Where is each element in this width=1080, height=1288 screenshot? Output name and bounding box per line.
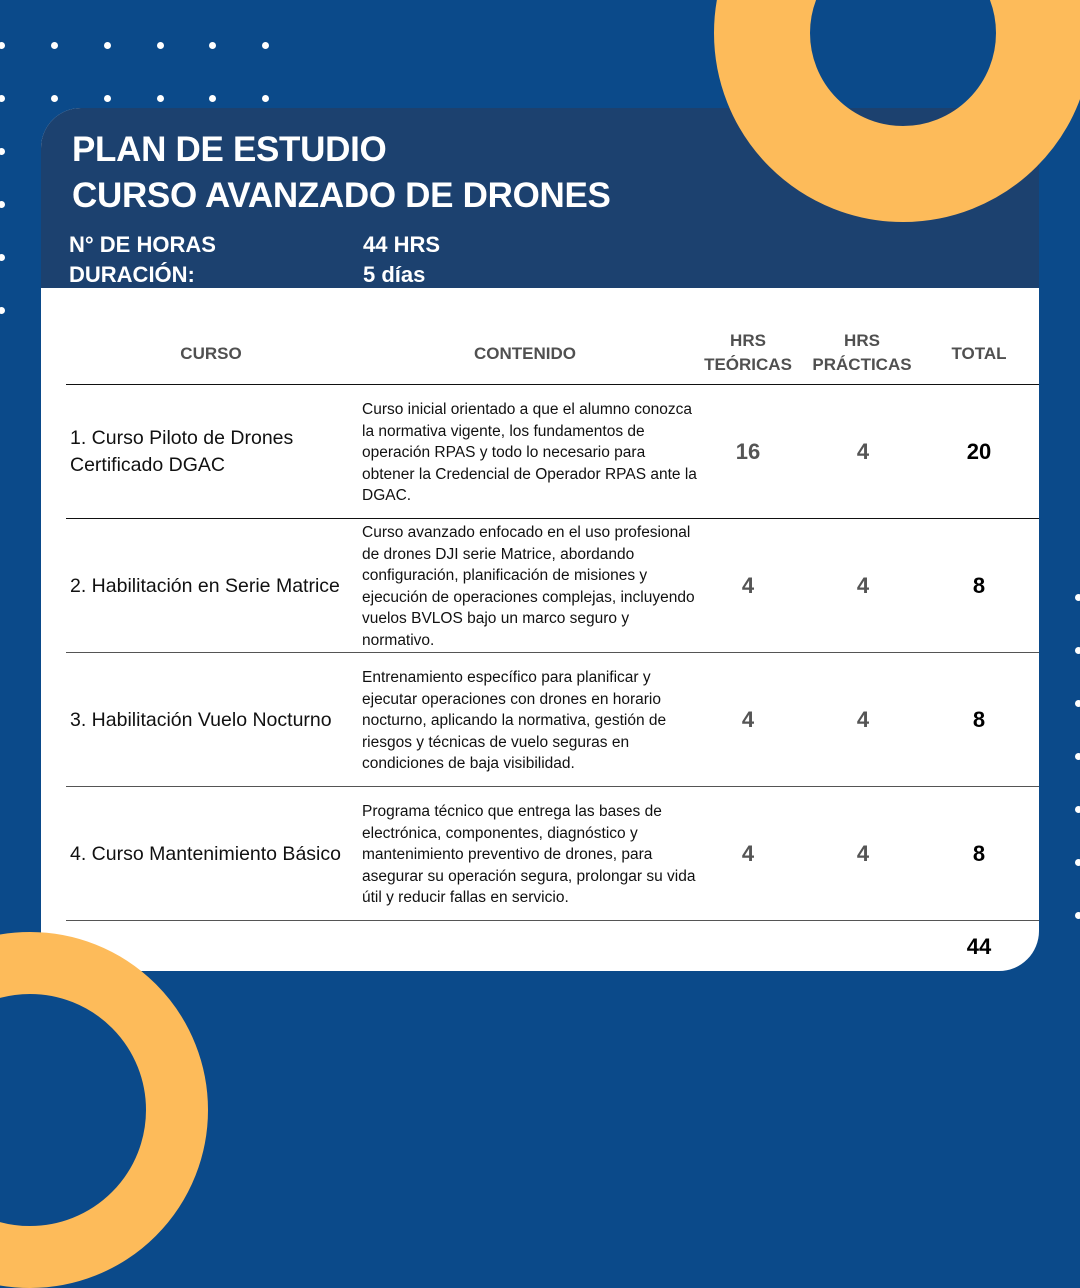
decorative-dot [104,42,111,49]
hours-label: N° DE HORAS [69,232,216,257]
decorative-dot [262,95,269,102]
column-header-total: TOTAL [951,344,1007,363]
practice-hours: 4 [856,707,870,732]
decorative-dot [1075,647,1080,654]
theory-hours: 4 [741,841,755,866]
duration-label: DURACIÓN: [69,262,195,287]
course-content: Curso avanzado enfocado en el uso profesional de drones DJI serie Matrice, abordando configuración, planificación de misiones y ejecución de operaciones complejas, incluyendo vuelos BVLOS bajo un marco seguro y normativo. [362,524,695,649]
decorative-dot [51,42,58,49]
total-hours: 8 [972,707,986,732]
total-hours: 8 [972,573,986,598]
decorative-dot [0,95,5,102]
decorative-dot [1075,912,1080,919]
column-header-theory-line1: HRS [730,331,766,350]
course-content: Curso inicial orientado a que el alumno conozca la normativa vigente, los fundamentos de operación RPAS y todo lo necesario para obtener la Credencial de Operador RPAS ante la DGAC. [362,401,697,504]
practice-hours: 4 [856,573,870,598]
course-content: Programa técnico que entrega las bases de electrónica, componentes, diagnóstico y mantenimiento preventivo de drones, para asegurar su operación segura, prolongar su vida útil y reducir fallas en servicio. [362,803,696,906]
column-header-practice-line1: HRS [844,331,880,350]
course-name: 2. Habilitación en Serie Matrice [70,575,340,597]
table-divider [66,920,1039,921]
column-header-practice-line2: PRÁCTICAS [812,355,912,374]
total-hours: 8 [972,841,986,866]
practice-hours: 4 [856,841,870,866]
course-name: 4. Curso Mantenimiento Básico [70,843,341,865]
decorative-ring-bottom-left [0,932,208,1288]
hours-value: 44 HRS [363,232,441,257]
table-divider [66,786,1039,787]
decorative-dot [1075,700,1080,707]
decorative-dot [209,95,216,102]
course-name-line1: 1. Curso Piloto de Drones [70,427,294,449]
decorative-dot [0,42,5,49]
decorative-dot [157,95,164,102]
column-header-theory [698,329,798,377]
course-name: 3. Habilitación Vuelo Nocturno [70,709,332,731]
table-divider [66,518,1039,519]
decorative-dot [209,42,216,49]
column-header-theory-line2: TEÓRICAS [704,355,792,374]
page-title: PLAN DE ESTUDIO [72,130,387,169]
decorative-dot [0,201,5,208]
table-divider [66,652,1039,653]
practice-hours: 4 [856,439,870,464]
decorative-dot [262,42,269,49]
column-header-content: CONTENIDO [474,344,576,363]
decorative-dot [1075,594,1080,601]
decorative-dot [104,95,111,102]
theory-hours: 4 [741,707,755,732]
theory-hours: 16 [735,439,761,464]
theory-hours: 4 [741,573,755,598]
decorative-dot [0,254,5,261]
decorative-dot [1075,806,1080,813]
course-name [70,425,293,479]
table-divider [66,384,1039,385]
total-hours: 20 [966,439,992,464]
column-header-practice [807,329,917,377]
decorative-dot [157,42,164,49]
decorative-dot [51,95,58,102]
course-name-line2: Certificado DGAC [70,454,225,476]
duration-value: 5 días [363,262,426,287]
study-plan-card [41,108,1039,971]
decorative-dot [0,148,5,155]
decorative-dot [1075,859,1080,866]
decorative-dot [1075,753,1080,760]
decorative-dot [0,307,5,314]
course-content: Entrenamiento específico para planificar y ejecutar operaciones con drones en horario nocturno, aplicando la normativa, gestión de riesgos y técnicas de vuelo seguras en condiciones de baja visibilidad. [362,669,667,772]
page-subtitle: CURSO AVANZADO DE DRONES [72,176,611,215]
grand-total: 44 [966,934,992,959]
column-header-course: CURSO [180,344,242,363]
